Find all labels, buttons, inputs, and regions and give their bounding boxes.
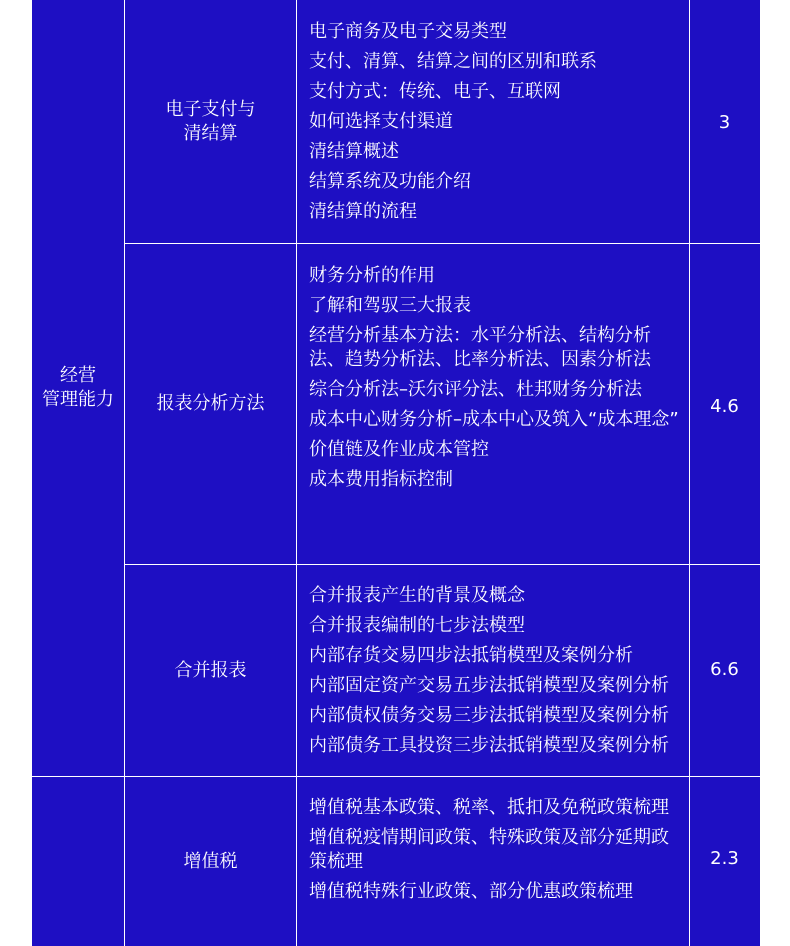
content-item: 增值税疫情期间政策、特殊政策及部分延期政策梳理	[309, 827, 669, 872]
content-item: 内部存货交易四步法抵销模型及案例分析	[309, 645, 633, 666]
topic-line: 报表分析方法	[156, 393, 265, 414]
content-item: 增值税特殊行业政策、部分优惠政策梳理	[309, 881, 633, 902]
content-item: 合并报表编制的七步法模型	[309, 615, 525, 636]
content-item: 结算系统及功能介绍	[309, 171, 471, 192]
content-item: 清结算的流程	[309, 201, 417, 222]
content-item: 了解和驾驭三大报表	[309, 295, 471, 316]
content-cell-consolidated-report	[309, 584, 684, 764]
score-cell-consolidated-report: 6.6	[710, 659, 739, 680]
content-item: 支付方式：传统、电子、互联网	[309, 81, 561, 102]
content-cell-report-analysis	[309, 264, 684, 498]
content-item: 如何选择支付渠道	[309, 111, 453, 132]
content-item: 价值链及作业成本管控	[309, 439, 489, 460]
topic-cell-consolidated-report	[125, 565, 296, 776]
topic-cell-report-analysis	[125, 244, 296, 564]
content-item: 增值税基本政策、税率、抵扣及免税政策梳理	[309, 797, 669, 818]
content-item: 综合分析法–沃尔评分法、杜邦财务分析法	[309, 379, 642, 400]
topic-line: 清结算	[183, 122, 238, 144]
content-item: 内部固定资产交易五步法抵销模型及案例分析	[309, 675, 669, 696]
category-line-1: 经营	[60, 365, 96, 386]
category-cell-1	[32, 0, 124, 776]
content-item: 支付、清算、结算之间的区别和联系	[309, 51, 597, 72]
score-cell-vat: 2.3	[710, 848, 739, 869]
content-item: 成本中心财务分析–成本中心及筑入“成本理念”	[309, 409, 679, 430]
content-item: 财务分析的作用	[309, 265, 435, 286]
topic-line: 合并报表	[174, 659, 247, 681]
content-item: 成本费用指标控制	[309, 469, 453, 490]
score-cell-report-analysis: 4.6	[710, 396, 739, 417]
topic-cell-vat	[125, 777, 296, 946]
topic-line: 增值税	[183, 850, 238, 872]
content-cell-vat	[309, 796, 684, 910]
content-cell-payment	[309, 20, 684, 230]
category-line-2: 管理能力	[42, 389, 114, 410]
content-item: 内部债务工具投资三步法抵销模型及案例分析	[309, 735, 669, 756]
content-item: 合并报表产生的背景及概念	[309, 585, 525, 606]
category-cell-2	[32, 776, 124, 946]
topic-line: 电子支付与	[165, 98, 256, 120]
content-item: 电子商务及电子交易类型	[309, 21, 507, 42]
vertical-divider-3	[689, 0, 690, 946]
content-item: 清结算概述	[309, 141, 399, 162]
content-item: 经营分析基本方法：水平分析法、结构分析法、趋势分析法、比率分析法、因素分析法	[309, 325, 651, 370]
vertical-divider-2	[296, 0, 297, 946]
score-cell-payment: 3	[718, 112, 731, 133]
content-item: 内部债权债务交易三步法抵销模型及案例分析	[309, 705, 669, 726]
topic-cell-payment	[125, 0, 296, 243]
